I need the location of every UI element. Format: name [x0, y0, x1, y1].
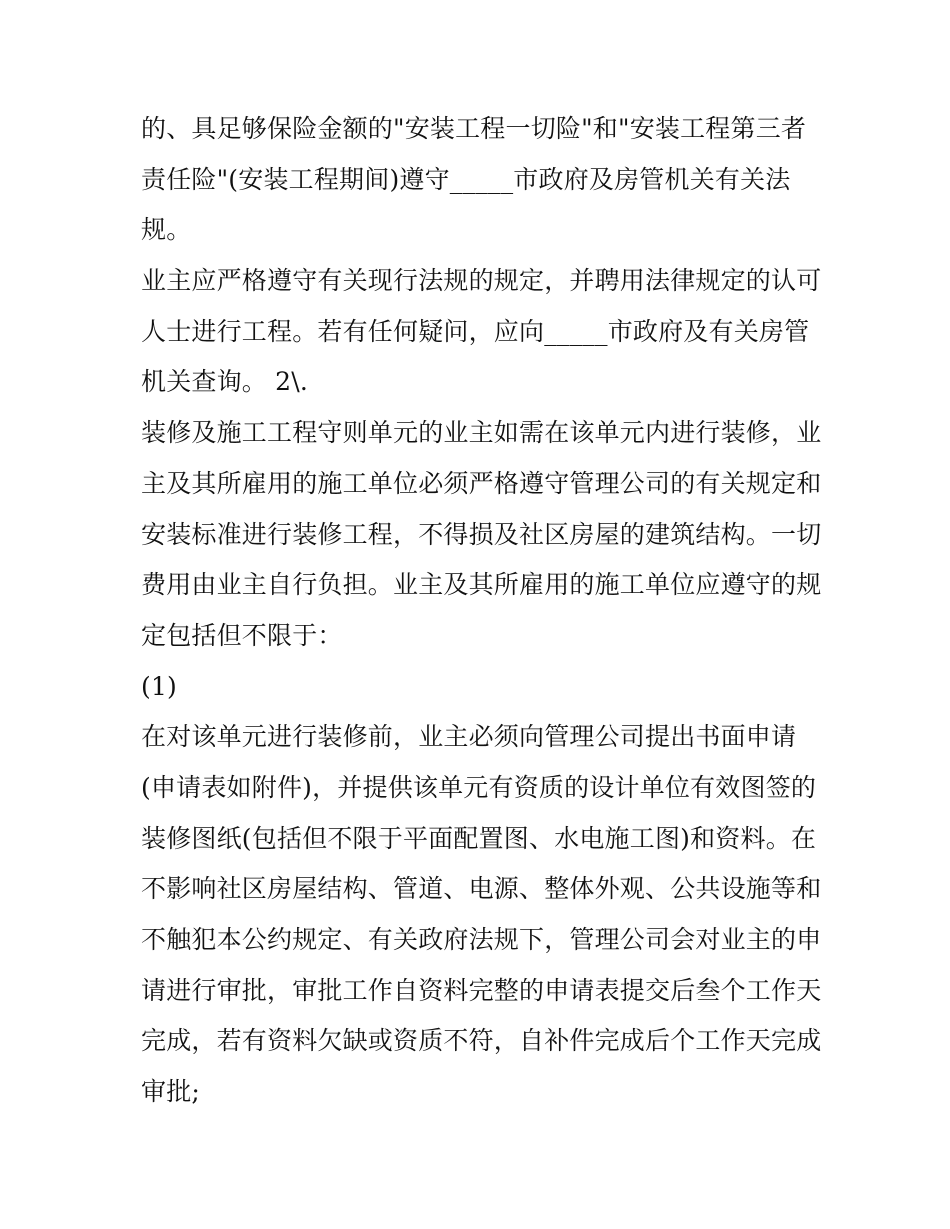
text-line: 业主应严格遵守有关现行法规的规定，并聘用法律规定的认可: [141, 266, 822, 296]
text-line: 不影响社区房屋结构、管道、电源、整体外观、公共设施等和: [141, 874, 822, 904]
text-line: 责任险"(安装工程期间)遵守_____市政府及房管机关有关法: [141, 164, 791, 194]
document-body: [141, 104, 821, 1118]
text-line: 规。: [141, 215, 192, 245]
text-line: 机关查询。 2\.: [141, 367, 309, 397]
text-line: 请进行审批，审批工作自资料完整的申请表提交后叁个工作天: [141, 975, 822, 1005]
text-line: 不触犯本公约规定、有关政府法规下，管理公司会对业主的申: [141, 925, 822, 954]
text-line: (申请表如附件)，并提供该单元有资质的设计单位有效图签的: [141, 772, 817, 802]
text-line: 主及其所雇用的施工单位必须严格遵守管理公司的有关规定和: [141, 468, 822, 498]
text-line: 完成，若有资料欠缺或资质不符，自补件完成后个工作天完成: [141, 1026, 822, 1056]
text-line: 费用由业主自行负担。业主及其所雇用的施工单位应遵守的规: [141, 570, 822, 600]
text-line: 装修图纸(包括但不限于平面配置图、水电施工图)和资料。在: [141, 823, 817, 853]
text-line: 安装标准进行装修工程，不得损及社区房屋的建筑结构。一切: [141, 519, 822, 549]
text-line: 的、具足够保险金额的"安装工程一切险"和"安装工程第三者: [141, 114, 807, 143]
text-line: (1): [141, 671, 178, 701]
text-line: 人士进行工程。若有任何疑问，应向_____市政府及有关房管: [141, 316, 810, 346]
text-line: 审批;: [141, 1077, 201, 1107]
text-line: 装修及施工工程守则单元的业主如需在该单元内进行装修，业: [141, 418, 822, 448]
text-line: 定包括但不限于：: [141, 620, 343, 650]
text-line: 在对该单元进行装修前，业主必须向管理公司提出书面申请: [141, 722, 797, 752]
